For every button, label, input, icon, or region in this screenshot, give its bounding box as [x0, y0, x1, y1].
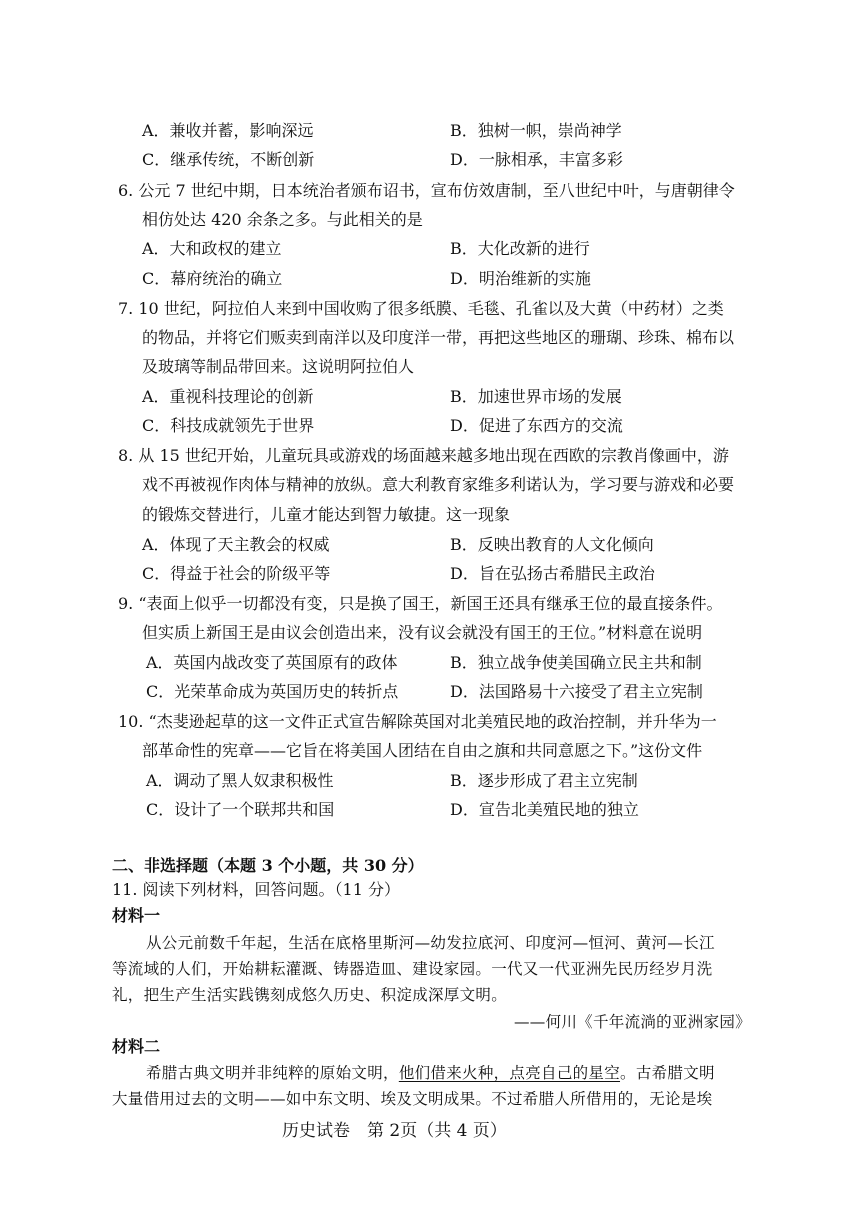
q7-option-a: A．重视科技理论的创新: [142, 387, 314, 406]
section-2-heading: 二、非选择题（本题 3 个小题，共 30 分）: [112, 856, 424, 875]
q8-option-b: B．反映出教育的人文化倾向: [450, 535, 654, 554]
q10-option-d: D．宣告北美殖民地的独立: [450, 800, 639, 819]
q9-option-b: B．独立战争使美国确立民主共和制: [450, 653, 702, 672]
material-2-line-1-post: 。古希腊文明: [620, 1064, 715, 1082]
material-1-line-3: 礼，把生产生活实践镌刻成悠久历史、积淀成深厚文明。: [112, 986, 508, 1004]
material-1-label: 材料一: [112, 906, 161, 925]
q10-option-a: A．调动了黑人奴隶积极性: [146, 771, 334, 790]
material-1-line-1: 从公元前数千年起，生活在底格里斯河—幼发拉底河、印度河—恒河、黄河—长江: [146, 934, 715, 952]
q6-option-a: A．大和政权的建立: [142, 239, 282, 258]
q8-stem-line-1: 8. 从 15 世纪开始，儿童玩具或游戏的场面越来越多地出现在西欧的宗教肖像画中，游: [118, 446, 729, 465]
material-2-label: 材料二: [112, 1037, 161, 1056]
q10-stem-line-1: 10. “杰斐逊起草的这一文件正式宣告解除英国对北美殖民地的政治控制，并升华为一: [118, 712, 717, 731]
q10-stem-line-2: 部革命性的宪章——它旨在将美国人团结在自由之旗和共同意愿之下。”这份文件: [142, 741, 703, 760]
q8-stem-line-2: 戏不再被视作肉体与精神的放纵。意大利教育家维多利诺认为，学习要与游戏和必要: [142, 475, 735, 494]
q7-stem-line-1: 7. 10 世纪，阿拉伯人来到中国收购了很多纸膜、毛毯、孔雀以及大黄（中药材）之类: [118, 299, 724, 318]
q9-stem-line-1: 9. “表面上似乎一切都没有变，只是换了国王，新国王还具有继承王位的最直接条件。: [118, 594, 723, 613]
q6-option-c: C．幕府统治的确立: [142, 269, 283, 288]
q5-option-c: C．继承传统，不断创新: [142, 150, 315, 169]
q8-option-c: C．得益于社会的阶级平等: [142, 564, 331, 583]
q5-option-a: A．兼收并蓄，影响深远: [142, 121, 314, 140]
q7-option-c: C．科技成就领先于世界: [142, 416, 315, 435]
q9-option-d: D．法国路易十六接受了君主立宪制: [450, 682, 703, 701]
material-2-line-1: [146, 1062, 715, 1084]
q7-option-d: D．促进了东西方的交流: [450, 416, 623, 435]
q9-option-a: A．英国内战改变了英国原有的政体: [146, 653, 398, 672]
q8-option-a: A．体现了天主教会的权威: [142, 535, 330, 554]
material-2-line-2: 大量借用过去的文明——如中东文明、埃及文明成果。不过希腊人所借用的，无论是埃: [112, 1090, 713, 1108]
q5-option-b: B．独树一帜，崇尚神学: [450, 121, 622, 140]
material-1-line-2: 等流域的人们，开始耕耘灌溉、铸器造皿、建设家园。一代又一代亚洲先民历经岁月洗: [112, 960, 713, 978]
material-2-underlined-phrase: 他们借来火种，点亮自己的星空: [398, 1064, 621, 1082]
q7-stem-line-3: 及玻璃等制品带回来。这说明阿拉伯人: [142, 357, 415, 376]
q8-stem-line-3: 的锻炼交替进行，儿童才能达到智力敏捷。这一现象: [142, 505, 511, 524]
material-2-line-1-pre: 希腊古典文明并非纯粹的原始文明，: [146, 1064, 399, 1082]
q5-option-d: D．一脉相承，丰富多彩: [450, 150, 623, 169]
q8-option-d: D．旨在弘扬古希腊民主政治: [450, 564, 655, 583]
page-footer: 历史试卷 第 2页（共 4 页）: [282, 1121, 507, 1141]
q7-option-b: B．加速世界市场的发展: [450, 387, 622, 406]
material-1-source: ——何川《千年流淌的亚洲家园》: [513, 1013, 751, 1031]
q10-option-c: C．设计了一个联邦共和国: [146, 800, 335, 819]
q10-option-b: B．逐步形成了君主立宪制: [450, 771, 638, 790]
q7-stem-line-2: 的物品，并将它们贩卖到南洋以及印度洋一带，再把这些地区的珊瑚、珍珠、棉布以: [142, 328, 735, 347]
q6-option-b: B．大化改新的进行: [450, 239, 590, 258]
q6-stem-line-1: 6. 公元 7 世纪中期，日本统治者颁布诏书，宣布仿效唐制，至八世纪中叶，与唐朝律令: [118, 181, 735, 200]
q6-option-d: D．明治维新的实施: [450, 269, 591, 288]
q6-stem-line-2: 相仿处达 420 余条之多。与此相关的是: [142, 210, 423, 229]
q11-instruction: 11. 阅读下列材料，回答问题。（11 分）: [112, 880, 400, 899]
q9-option-c: C．光荣革命成为英国历史的转折点: [146, 682, 399, 701]
q9-stem-line-2: 但实质上新国王是由议会创造出来，没有议会就没有国王的王位。”材料意在说明: [142, 623, 703, 642]
